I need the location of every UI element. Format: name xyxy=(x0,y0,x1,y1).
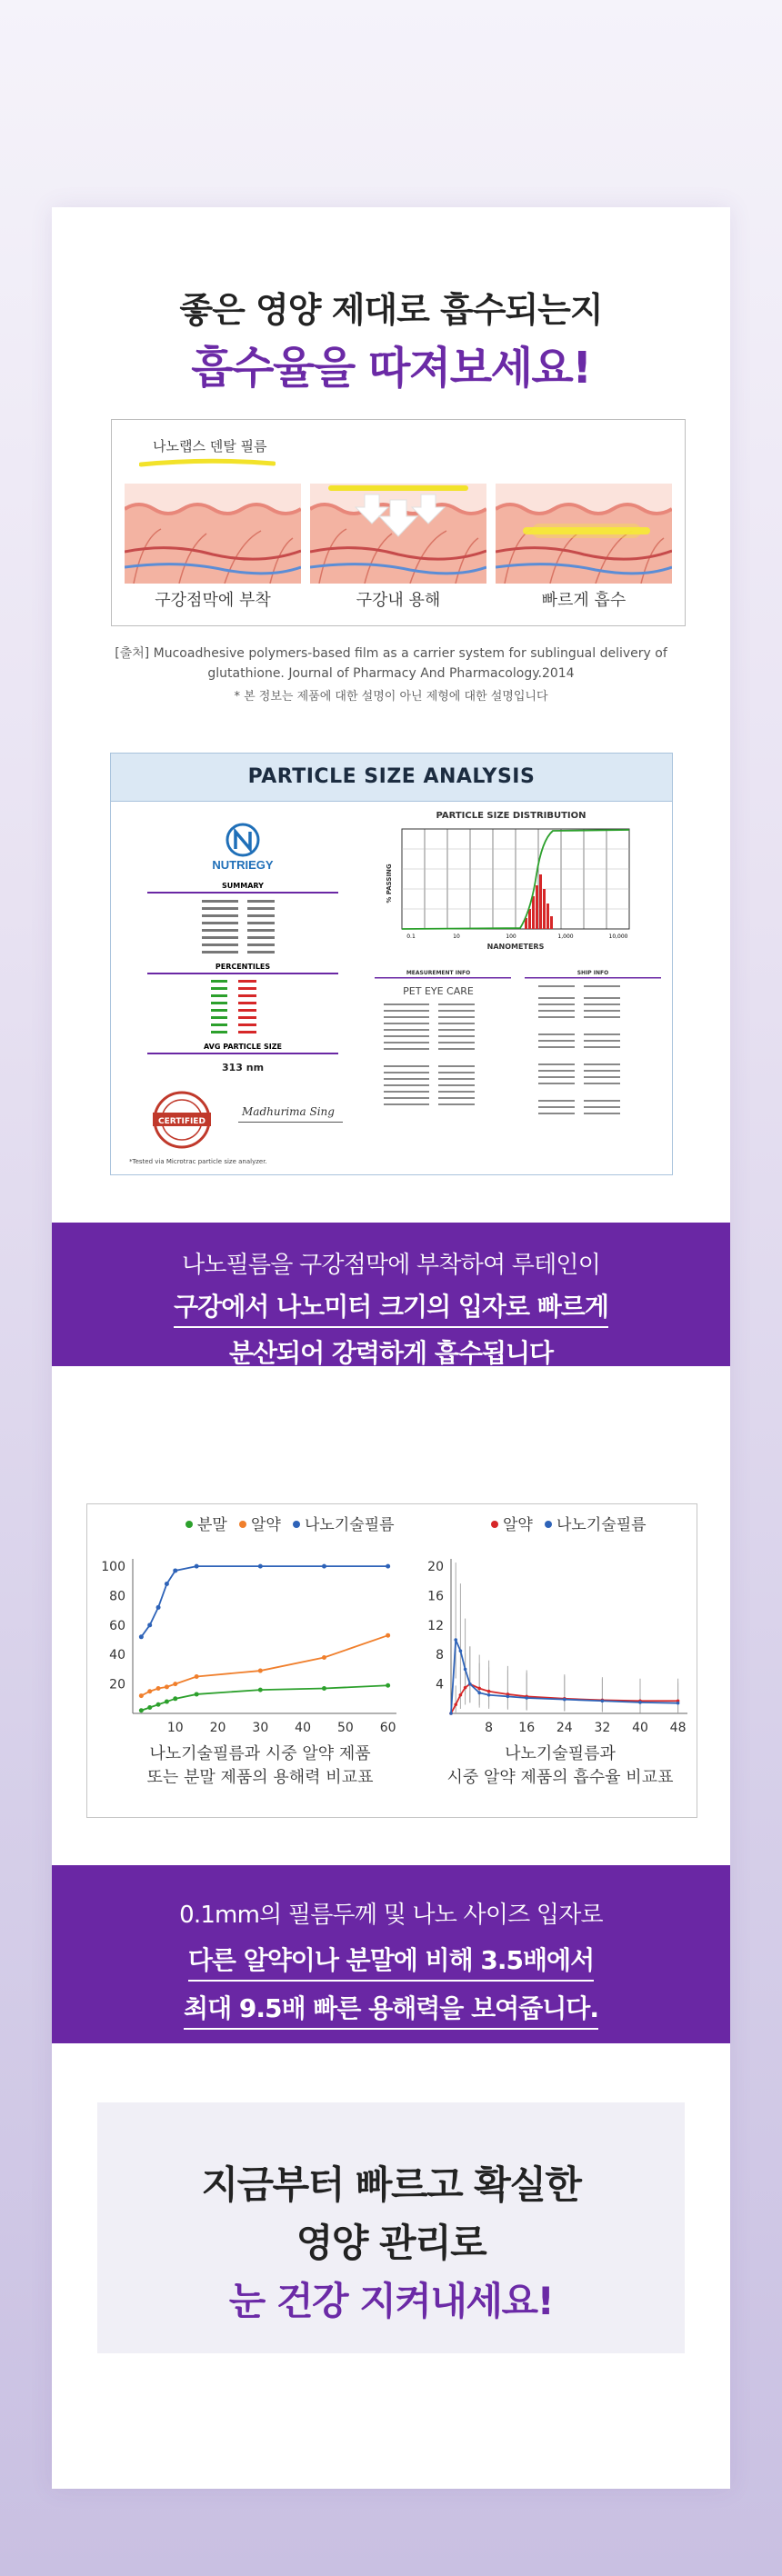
right-chart-caption xyxy=(428,1742,692,1790)
data-point xyxy=(477,1692,481,1695)
data-point xyxy=(139,1634,144,1639)
data-point xyxy=(173,1568,177,1573)
closing-line3: 눈 건강 지켜내세요! xyxy=(228,2279,554,2323)
distribution-grid xyxy=(402,829,629,929)
percentiles-label: PERCENTILES xyxy=(215,963,271,971)
headline-line2: 흡수율을 따져보세요! xyxy=(191,343,591,394)
sample-name: PET EYE CARE xyxy=(403,985,474,997)
x-axis-label: NANOMETERS xyxy=(486,943,545,951)
data-point xyxy=(322,1686,326,1691)
x-tick-label: 32 xyxy=(594,1721,611,1732)
legend-label: 나노기술필름 xyxy=(556,1516,647,1534)
step-label-attach: 구강점막에 부착 xyxy=(155,591,271,610)
legend-label: 알약 xyxy=(503,1516,533,1534)
step-label-dissolve: 구강내 용해 xyxy=(356,591,441,610)
legend-label: 알약 xyxy=(251,1516,281,1534)
film-highlight-stroke xyxy=(139,456,276,469)
y-tick-label: 20 xyxy=(109,1677,125,1692)
data-point xyxy=(454,1638,457,1642)
y-tick-label: 100 xyxy=(101,1560,125,1575)
data-point xyxy=(525,1696,528,1700)
tissue-panel-dissolve xyxy=(310,484,486,584)
x-tick-label: 20 xyxy=(209,1721,226,1732)
data-point xyxy=(459,1693,463,1697)
report-brand: NUTRIEGY xyxy=(212,858,274,872)
dissolution-chart xyxy=(87,1504,415,1732)
absorption-process-illustration xyxy=(111,419,686,626)
content-card xyxy=(52,207,730,2489)
y-tick-label: 60 xyxy=(109,1618,125,1633)
data-point xyxy=(506,1695,510,1699)
band1-line3: 분산되어 강력하게 흡수됩니다 xyxy=(229,1333,553,1374)
data-point xyxy=(487,1693,491,1697)
data-point xyxy=(454,1702,457,1706)
data-point xyxy=(464,1686,467,1690)
data-point xyxy=(477,1687,481,1691)
y-tick-label: 16 xyxy=(427,1589,444,1604)
y-tick-label: 80 xyxy=(109,1589,125,1604)
certified-stamp-icon xyxy=(153,1093,211,1147)
band2-line3: 최대 9.5배 빠른 용해력을 보여줍니다. xyxy=(184,1989,598,2030)
closing-line2: 영양 관리로 xyxy=(296,2221,486,2265)
data-point xyxy=(601,1699,605,1702)
data-point xyxy=(464,1668,467,1672)
x-tick-label: 8 xyxy=(485,1721,494,1732)
report-title: PARTICLE SIZE ANALYSIS xyxy=(111,754,672,802)
data-point xyxy=(147,1622,152,1627)
x-tick: 0.1 xyxy=(406,934,416,940)
x-tick-label: 24 xyxy=(556,1721,573,1732)
series-line xyxy=(141,1685,387,1711)
data-point xyxy=(449,1712,453,1715)
disclaimer-note: * 본 정보는 제품에 대한 설명이 아닌 제형에 대한 설명입니다 xyxy=(234,690,548,704)
x-tick-label: 40 xyxy=(295,1721,312,1732)
data-point xyxy=(195,1692,199,1696)
data-point xyxy=(195,1564,199,1569)
tissue-panel-attach xyxy=(125,484,301,584)
y-tick-label: 4 xyxy=(436,1677,444,1692)
data-point xyxy=(147,1705,152,1710)
band1-line2: 구강에서 나노미터 크기의 입자로 빠르게 xyxy=(174,1287,608,1328)
band2-line2: 다른 알약이나 분말에 비해 3.5배에서 xyxy=(188,1941,594,1982)
legend-marker xyxy=(185,1521,193,1528)
step-label-absorb: 빠르게 흡수 xyxy=(541,591,627,610)
data-point xyxy=(156,1686,161,1691)
data-point xyxy=(638,1701,642,1704)
x-tick-label: 60 xyxy=(379,1721,396,1732)
tissue-panel-absorb xyxy=(496,484,672,584)
series-line xyxy=(141,1566,387,1637)
y-axis-label: % PASSING xyxy=(386,864,393,904)
data-point xyxy=(386,1564,390,1569)
x-tick: 100 xyxy=(506,934,516,940)
x-tick: 10 xyxy=(453,934,460,940)
legend-marker xyxy=(239,1521,246,1528)
x-tick-label: 50 xyxy=(336,1721,354,1732)
closing-line1: 지금부터 빠르고 확실한 xyxy=(201,2162,581,2207)
y-tick-label: 12 xyxy=(427,1618,444,1633)
stamp-text: CERTIFIED xyxy=(158,1117,206,1126)
measurement-label: MEASUREMENT INFO xyxy=(406,970,471,976)
highlight-band-dissolution xyxy=(52,1865,730,2043)
data-point xyxy=(156,1702,161,1707)
summary-label: SUMMARY xyxy=(222,882,264,890)
signature: Madhurima Sing xyxy=(242,1105,335,1118)
y-tick-label: 8 xyxy=(436,1648,444,1663)
data-point xyxy=(322,1655,326,1660)
x-tick-label: 16 xyxy=(518,1721,536,1732)
closing-message-box xyxy=(97,2102,685,2353)
data-point xyxy=(173,1696,177,1701)
data-point xyxy=(459,1649,463,1652)
particle-size-report xyxy=(110,753,673,1175)
x-tick: 1,000 xyxy=(557,934,574,940)
film-tag-label: 나노랩스 덴탈 필름 xyxy=(153,438,267,454)
report-footnote: *Tested via Microtrac particle size analyzer. xyxy=(129,1158,267,1165)
summary-rows xyxy=(202,900,275,954)
avg-particle-label: AVG PARTICLE SIZE xyxy=(204,1043,282,1051)
ship-label: SHIP INFO xyxy=(576,970,609,976)
data-point xyxy=(258,1564,263,1569)
data-point xyxy=(563,1698,566,1702)
report-body xyxy=(111,802,672,1173)
band2-line1: 0.1mm의 필름두께 및 나노 사이즈 입자로 xyxy=(179,1902,603,1929)
legend-label: 분말 xyxy=(197,1516,227,1534)
data-point xyxy=(487,1690,491,1693)
data-point xyxy=(195,1674,199,1679)
legend-label: 나노기술필름 xyxy=(305,1516,395,1534)
x-tick: 10,000 xyxy=(608,934,628,940)
data-point xyxy=(156,1605,161,1610)
data-point xyxy=(386,1633,390,1638)
x-tick-label: 40 xyxy=(632,1721,648,1732)
data-point xyxy=(165,1582,169,1586)
ship-rows xyxy=(538,985,620,1114)
x-tick-label: 30 xyxy=(252,1721,269,1732)
data-point xyxy=(139,1693,144,1698)
right-caption-line2: 시중 알약 제품의 흡수율 비교표 xyxy=(446,1768,674,1787)
headline-line1: 좋은 영양 제대로 흡수되는지 xyxy=(179,290,603,330)
distribution-title: PARTICLE SIZE DISTRIBUTION xyxy=(436,811,586,821)
band1-line1: 나노필름을 구강점막에 부착하여 루테인이 xyxy=(181,1252,601,1279)
data-point xyxy=(677,1702,680,1705)
left-caption-line2: 또는 분말 제품의 용해력 비교표 xyxy=(146,1768,374,1787)
data-point xyxy=(139,1708,144,1712)
x-tick-label: 48 xyxy=(669,1721,687,1732)
absorption-chart xyxy=(415,1504,697,1732)
nutriegy-logo-icon xyxy=(227,824,258,855)
data-point xyxy=(258,1688,263,1692)
x-tick-label: 10 xyxy=(166,1721,184,1732)
data-point xyxy=(322,1564,326,1569)
left-chart-caption xyxy=(115,1742,406,1790)
data-point xyxy=(173,1682,177,1686)
y-tick-label: 40 xyxy=(109,1648,125,1663)
source-citation: [출처] Mucoadhesive polymers-based film as a carrier system for sublingual delivery of glutathione. Journal of Pharmacy And Pharmacology.2014 xyxy=(115,646,667,681)
data-point xyxy=(468,1682,472,1686)
data-point xyxy=(147,1689,152,1693)
legend-marker xyxy=(293,1521,300,1528)
data-point xyxy=(386,1683,390,1688)
legend-marker xyxy=(491,1521,498,1528)
measurement-rows xyxy=(384,1003,475,1105)
percentile-rows xyxy=(211,980,256,1033)
comparison-charts xyxy=(86,1503,697,1818)
left-caption-line1: 나노기술필름과 시중 알약 제품 xyxy=(149,1744,371,1763)
avg-particle-value: 313 nm xyxy=(221,1062,265,1073)
highlight-band-nanofilm xyxy=(52,1223,730,1366)
data-point xyxy=(258,1669,263,1673)
data-point xyxy=(165,1684,169,1689)
data-point xyxy=(165,1700,169,1704)
right-caption-line1: 나노기술필름과 xyxy=(505,1744,616,1763)
legend-marker xyxy=(545,1521,552,1528)
y-tick-label: 20 xyxy=(427,1560,444,1575)
